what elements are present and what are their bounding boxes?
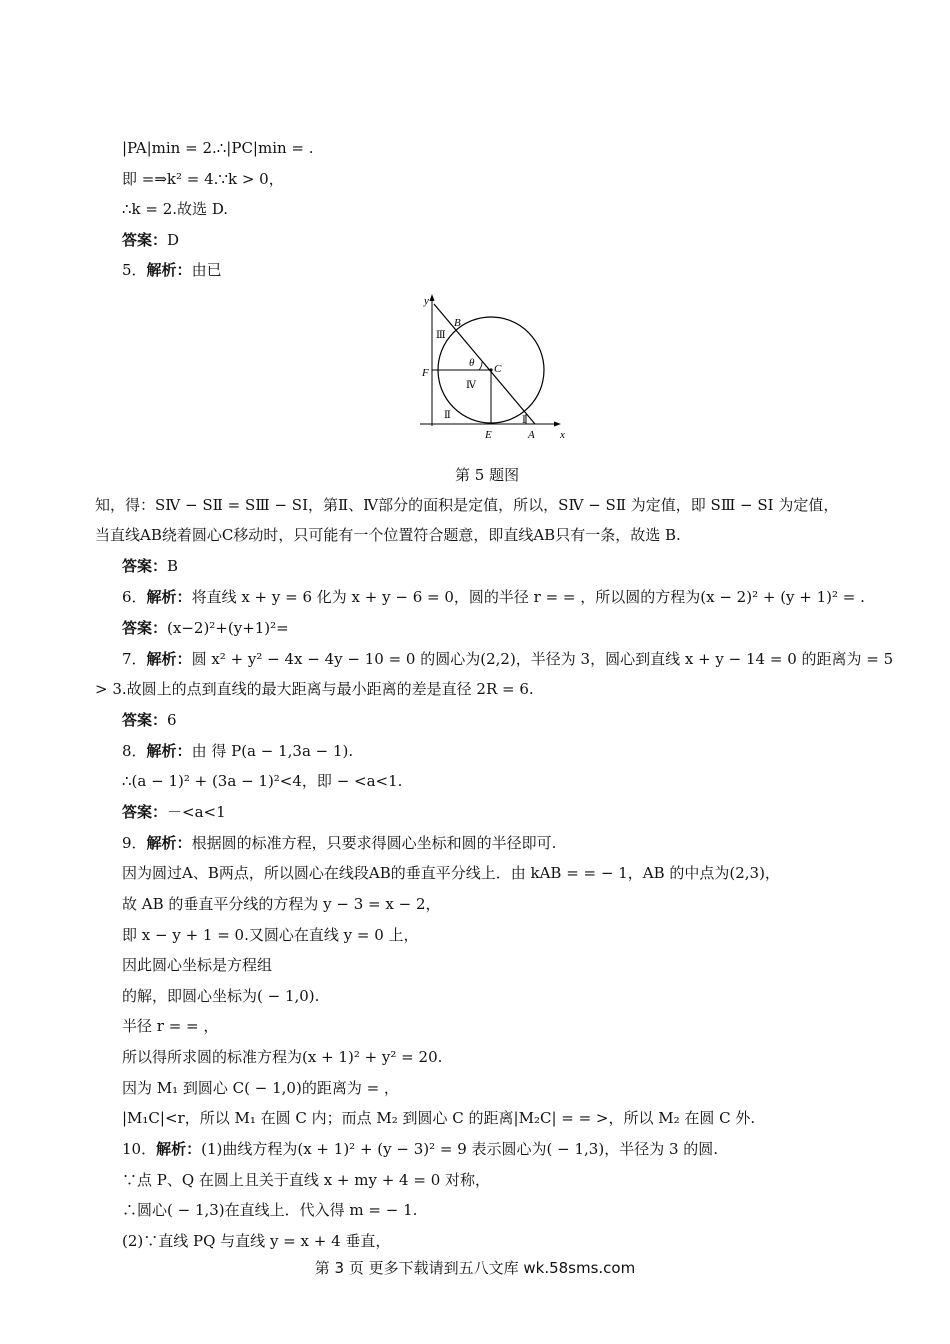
text-line: 当直线AB绕着圆心C移动时，只可能有一个位置符合题意，即直线AB只有一条，故选 B. [95,526,681,544]
page-footer: 第 3 页 更多下载请到五八文库 wk.58sms.com [314,1259,636,1277]
label-A: A [528,429,535,441]
text-line: 半径 r = = ， [122,1017,219,1035]
label-region-4: Ⅳ [466,380,476,391]
solution-text: 由 得 P(a − 1,3a − 1). [191,742,354,760]
solution-line [122,260,222,280]
text-line: ∴k = 2.故选 D. [122,200,229,218]
label-E: E [485,429,492,441]
text-line: 因为 M₁ 到圆心 C( − 1,0)的距离为 = ， [122,1079,399,1097]
text-line: 即 x − y + 1 = 0.又圆心在直线 y = 0 上， [122,926,419,944]
text-line: ∴(a − 1)² + (3a − 1)²<4，即 − <a<1. [122,772,403,790]
label-region-2: Ⅱ [444,410,451,421]
problem-number: 6． [122,588,147,606]
solution-line [122,649,893,669]
solution-line [122,741,353,761]
figure-caption: 第 5 题图 [455,466,520,484]
solution-label: 解析： [156,1140,202,1158]
solution-label: 解析： [146,650,192,668]
answer-line [122,230,179,250]
label-theta: θ [469,357,475,369]
circle-region-figure [412,292,582,450]
label-C: C [494,363,502,375]
center-point [489,368,492,371]
solution-label: 解析： [146,261,192,279]
text-line: 故 AB 的垂直平分线的方程为 y − 3 = x − 2， [122,895,441,913]
answer-label: 答案： [122,803,168,821]
solution-text: 将直线 x + y = 6 化为 x + y − 6 = 0，圆的半径 r = = ，所以圆的方程为(x − 2)² + (y + 1)² = . [191,588,865,606]
x-axis-arrow [554,422,561,427]
text-line: |M₁C|<r，所以 M₁ 在圆 C 内；而点 M₂ 到圆心 C 的距离|M₂C| = = >，所以 M₂ 在圆 C 外. [122,1109,756,1127]
answer-value: B [167,557,179,575]
text-line: 所以得所求圆的标准方程为(x + 1)² + y² = 20. [122,1048,443,1066]
answer-value: (x−2)²+(y+1)²= [167,619,289,637]
answer-label: 答案： [122,231,168,249]
problem-number: 8． [122,742,147,760]
problem-number: 5． [122,261,147,279]
solution-label: 解析： [146,834,192,852]
line-AB [434,304,535,424]
text-line: > 3.故圆上的点到直线的最大距离与最小距离的差是直径 2R = 6. [95,680,534,698]
label-B: B [454,317,461,329]
label-region-1: Ⅰ [522,415,526,426]
answer-label: 答案： [122,619,168,637]
problem-number: 9． [122,834,147,852]
solution-line [122,833,556,853]
answer-label: 答案： [122,711,168,729]
solution-label: 解析： [146,742,192,760]
text-line: |PA|min = 2.∴|PC|min = . [122,139,314,157]
answer-value: －<a<1 [167,803,226,821]
answer-label: 答案： [122,557,168,575]
theta-arc [479,362,482,370]
text-line: 知，得：SⅣ − SⅡ = SⅢ − SⅠ，第Ⅱ、Ⅳ部分的面积是定值，所以，SⅣ − SⅡ 为定值，即 SⅢ − SⅠ 为定值， [95,496,839,514]
text-line: 因为圆过A、B两点，所以圆心在线段AB的垂直平分线上．由 kAB = = − 1，AB 的中点为(2,3)， [122,864,780,882]
text-line: 的解，即圆心坐标为( − 1,0). [122,987,320,1005]
text-line: 即 =⇒k² = 4.∵k > 0， [122,170,284,188]
label-F: F [422,367,429,379]
answer-line [122,618,289,638]
text-line: 因此圆心坐标是方程组 [122,956,273,974]
solution-text: (1)曲线方程为(x + 1)² + (y − 3)² = 9 表示圆心为( − 1,3)，半径为 3 的圆. [201,1140,719,1158]
solution-text: 由已 [191,261,222,279]
solution-text: 圆 x² + y² − 4x − 4y − 10 = 0 的圆心为(2,2)，半径为 3，圆心到直线 x + y − 14 = 0 的距离为 = 5 [191,650,894,668]
text-line: ∴圆心( − 1,3)在直线上．代入得 m = − 1. [122,1201,418,1219]
solution-text: 根据圆的标准方程，只要求得圆心坐标和圆的半径即可. [191,834,557,852]
text-line: (2)∵直线 PQ 与直线 y = x + 4 垂直， [122,1232,391,1250]
label-y: y [424,295,429,307]
answer-line [122,710,177,730]
problem-number: 10． [122,1140,157,1158]
answer-value: 6 [167,711,177,729]
answer-line [122,556,178,576]
y-axis-arrow [430,294,435,301]
text-line: ∵点 P、Q 在圆上且关于直线 x + my + 4 = 0 对称， [122,1171,491,1189]
label-x: x [560,429,565,441]
solution-label: 解析： [146,588,192,606]
answer-line [122,802,226,822]
answer-value: D [167,231,180,249]
label-region-3: Ⅲ [436,330,446,341]
solution-line [122,587,865,607]
problem-number: 7． [122,650,147,668]
solution-line [122,1139,718,1159]
